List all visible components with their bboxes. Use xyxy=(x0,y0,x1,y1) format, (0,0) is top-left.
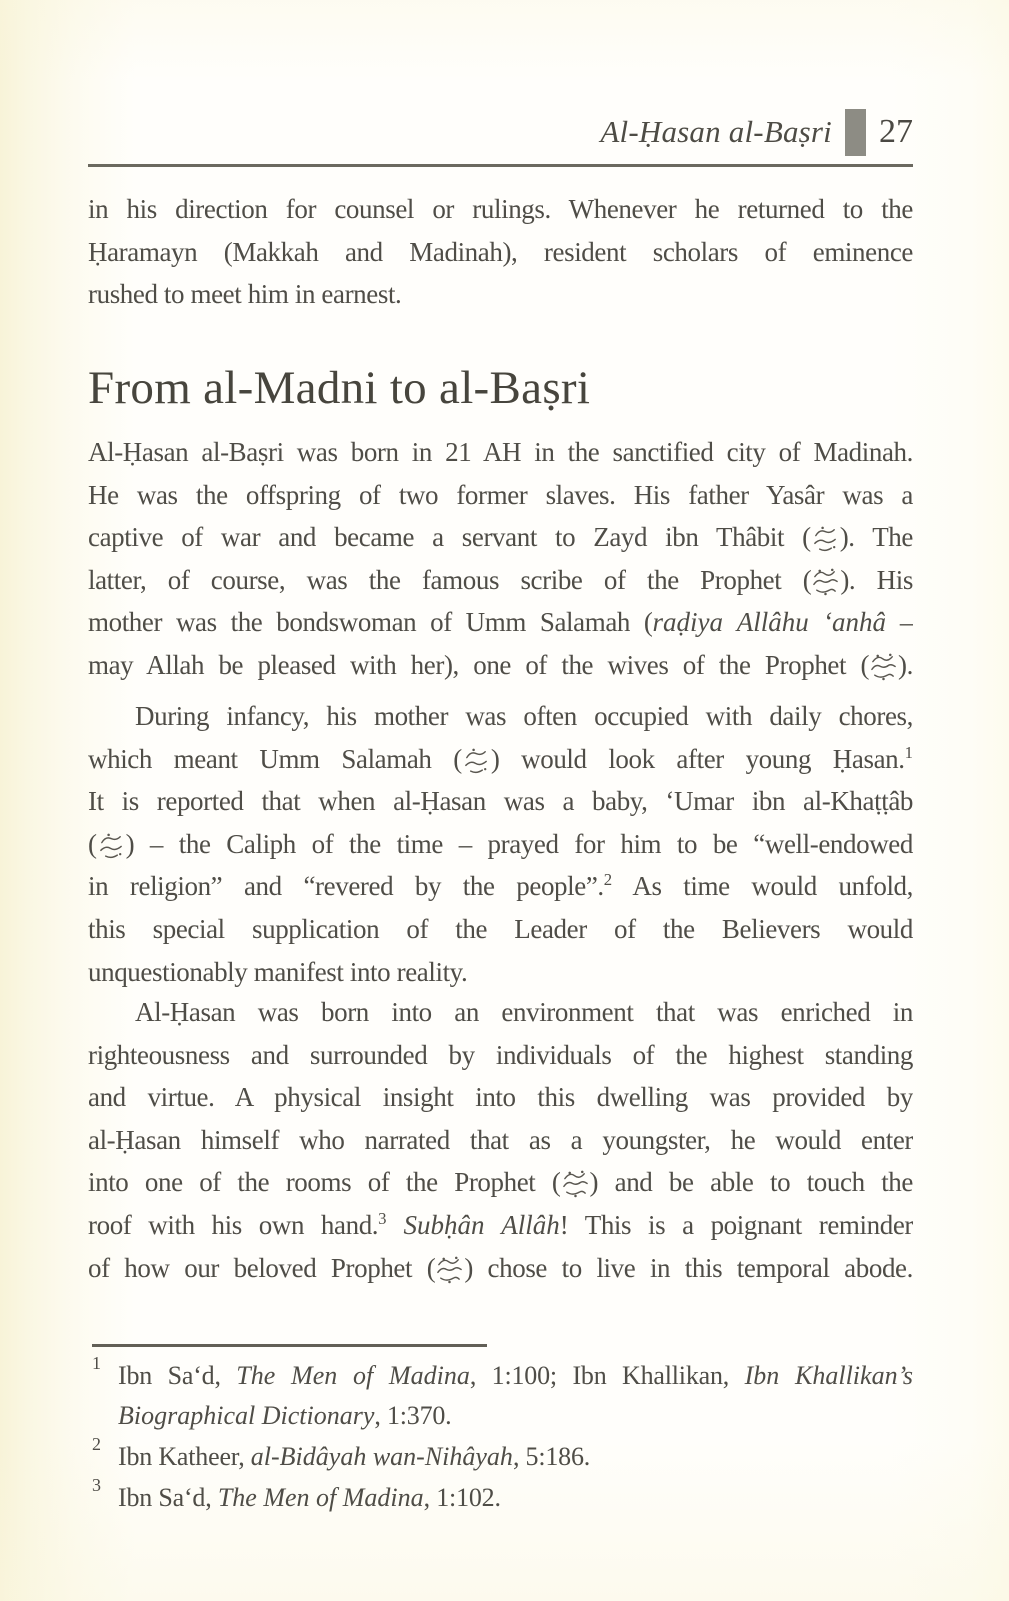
text-line: Ibn Katheer, al-Bidâyah wan-Nihâyah, 5:186. xyxy=(118,1442,591,1471)
paragraph xyxy=(88,695,913,993)
text-line: unquestionably manifest into reality. xyxy=(88,956,468,987)
text-line: latter, of course, was the famous scribe of the Prophet ( ). His xyxy=(88,564,913,595)
saw-honorific-icon xyxy=(561,1166,590,1199)
text-line: He was the offspring of two former slaves. His father Yasâr was a xyxy=(88,479,913,510)
text-line: which meant Umm Salamah ( ) would look after young Ḥasan.$^1$ xyxy=(88,742,913,774)
text-line: Ibn Sa‘d, The Men of Madina, 1:100; Ibn Khallikan, Ibn Khallikan’s xyxy=(118,1361,913,1390)
footnote xyxy=(88,1353,913,1436)
text-line: Ibn Sa‘d, The Men of Madina, 1:102. xyxy=(118,1483,501,1512)
text-line: rushed to meet him in earnest. xyxy=(88,279,402,310)
text-line: righteousness and surrounded by individuals of the highest standing xyxy=(88,1039,913,1070)
text-line: in religion” and “revered by the people”.$^2$ As time would unfold, xyxy=(88,870,913,902)
running-header-title: Al-Ḥasan al-Baṣri xyxy=(600,114,832,149)
text-line: Ḥaramayn (Makkah and Madinah), resident scholars of eminence xyxy=(88,236,913,267)
text-line: al-Ḥasan himself who narrated that as a youngster, he would enter xyxy=(88,1124,913,1155)
text-line: may Allah be pleased with her), one of the wives of the Prophet ( ). xyxy=(88,649,913,680)
saw-honorific-icon xyxy=(869,649,898,682)
header-rule xyxy=(88,164,913,167)
paragraph xyxy=(88,431,913,687)
intro-paragraph xyxy=(88,188,913,316)
text-line: During infancy, his mother was often occupied with daily chores, xyxy=(135,701,913,731)
text-line: into one of the rooms of the Prophet ( ) and be able to touch the xyxy=(88,1167,913,1198)
section-heading: From al-Madni to al-Baṣri xyxy=(88,362,591,414)
text-line: of how our beloved Prophet ( ) chose to live in this temporal abode. xyxy=(88,1252,913,1283)
saw-honorific-icon xyxy=(435,1252,464,1285)
text-line: roof with his own hand.$^3$ Subḥân Allâh! This is a poignant reminder xyxy=(88,1208,913,1240)
footnote xyxy=(88,1475,913,1518)
footnote-number: 3 xyxy=(92,1475,101,1495)
text-line: ( ) – the Caliph of the time – prayed for him to be “well-endowed xyxy=(88,828,913,859)
saw-honorific-icon xyxy=(811,564,840,597)
footnote-number: 2 xyxy=(92,1434,101,1454)
text-line: mother was the bondswoman of Umm Salamah (raḍiya Allâhu ‘anhâ – xyxy=(88,607,913,638)
text-line: in his direction for counsel or rulings. Whenever he returned to the xyxy=(88,194,913,224)
paragraph xyxy=(88,991,913,1289)
ra-honorific-icon xyxy=(97,828,126,861)
text-line: Al-Ḥasan was born into an environment that was enriched in xyxy=(135,997,913,1027)
text-line: Al-Ḥasan al-Baṣri was born in 21 AH in the sanctified city of Madinah. xyxy=(88,437,913,467)
footnote-rule xyxy=(92,1344,487,1347)
text-line: captive of war and became a servant to Zayd ibn Thâbit ( ). The xyxy=(88,522,913,553)
page-header xyxy=(88,104,913,160)
text-line: and virtue. A physical insight into this dwelling was provided by xyxy=(88,1082,913,1113)
page-number: 27 xyxy=(879,113,913,150)
ra-honorific-icon xyxy=(811,521,840,554)
footnotes-section xyxy=(88,1353,913,1519)
text-line: this special supplication of the Leader of the Believers would xyxy=(88,913,913,944)
text-line: It is reported that when al-Ḥasan was a baby, ‘Umar ibn al-Khaṭṭâb xyxy=(88,786,913,817)
text-line: Biographical Dictionary, 1:370. xyxy=(118,1401,452,1430)
footnote-number: 1 xyxy=(92,1353,101,1373)
footnote xyxy=(88,1434,913,1477)
ra-honorific-icon xyxy=(462,743,491,776)
page-number-block xyxy=(845,109,866,156)
